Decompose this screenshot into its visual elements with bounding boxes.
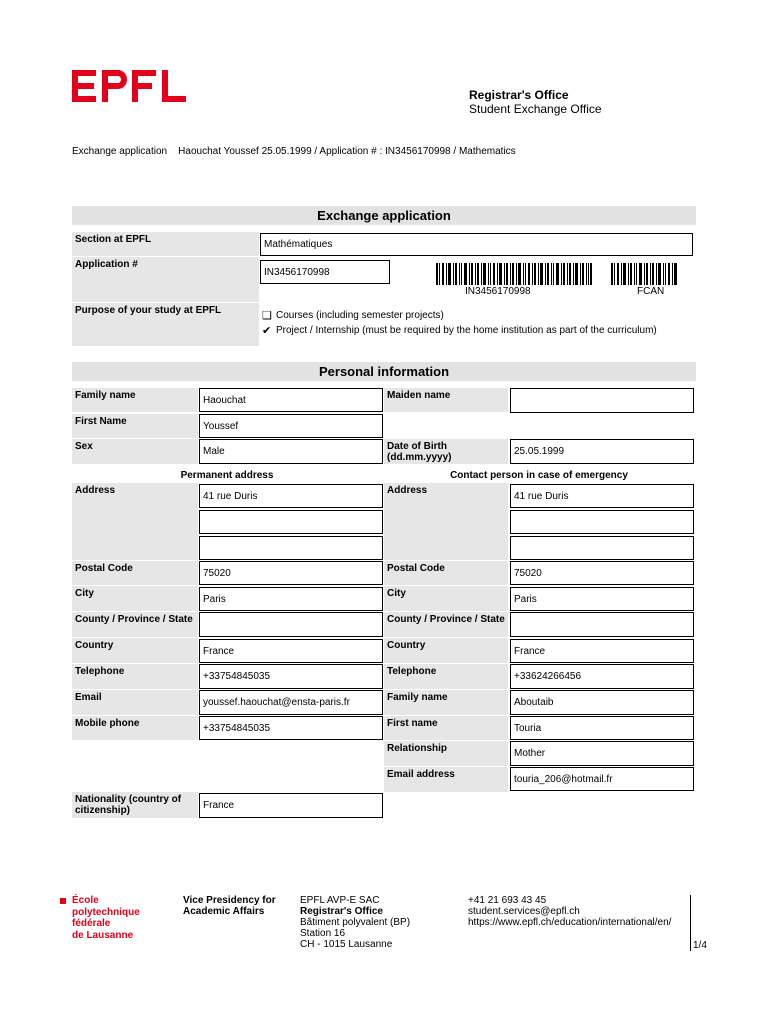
perm-telephone-label: Telephone <box>72 664 198 689</box>
emerg-telephone-field[interactable]: +33624266456 <box>510 664 694 689</box>
perm-mobile-field[interactable]: +33754845035 <box>199 716 383 740</box>
barcode-application <box>436 263 592 285</box>
perm-city-label: City <box>72 586 198 611</box>
perm-telephone-field[interactable]: +33754845035 <box>199 664 383 689</box>
purpose-option-label: Courses (including semester projects) <box>276 310 444 321</box>
footer-postal-address: EPFL AVP-E SAC Registrar's Office Bâtiment polyvalent (BP) Station 16 CH - 1015 Lausanne <box>300 895 411 950</box>
purpose-option-courses[interactable] <box>262 309 444 322</box>
emerg-relationship-field[interactable]: Mother <box>510 741 694 766</box>
family-name-label: Family name <box>72 388 198 412</box>
section-field[interactable]: Mathématiques <box>260 233 693 256</box>
maiden-name-label: Maiden name <box>384 388 508 412</box>
footer-divider <box>690 895 691 951</box>
emerg-telephone-label: Telephone <box>384 664 508 689</box>
page-number: 1/4 <box>693 940 707 951</box>
perm-city-field[interactable]: Paris <box>199 587 383 611</box>
application-number-field[interactable]: IN3456170998 <box>260 260 390 284</box>
nationality-label: Nationality (country of citizenship) <box>72 792 198 818</box>
perm-address-line-2[interactable] <box>199 510 383 534</box>
perm-country-field[interactable]: France <box>199 639 383 663</box>
perm-email-field[interactable]: youssef.haouchat@ensta-paris.fr <box>199 690 383 715</box>
purpose-label: Purpose of your study at EPFL <box>72 303 259 346</box>
footer-contact <box>468 895 671 928</box>
footer-email-link[interactable]: student.services@epfl.ch <box>468 906 580 917</box>
emerg-address-line-2[interactable] <box>510 510 694 534</box>
perm-address-label: Address <box>72 483 198 560</box>
purpose-option-project[interactable] <box>262 324 657 337</box>
barcode-fcan <box>611 263 677 285</box>
footer-phone: +41 21 693 43 45 <box>468 895 547 906</box>
permanent-address-heading: Permanent address <box>180 470 274 481</box>
emerg-first-label: First name <box>384 716 508 740</box>
emerg-county-field[interactable] <box>510 612 694 637</box>
emerg-postal-field[interactable]: 75020 <box>510 561 694 585</box>
emerg-county-label: County / Province / State <box>384 612 508 637</box>
checkbox-empty-icon[interactable]: ❑ <box>262 310 272 322</box>
footer-vice-presidency: Vice Presidency for Academic Affairs <box>183 895 276 917</box>
emerg-family-field[interactable]: Aboutaib <box>510 690 694 715</box>
dob-field[interactable]: 25.05.1999 <box>510 439 694 464</box>
perm-county-field[interactable] <box>199 612 383 637</box>
personal-section-title: Personal information <box>72 362 696 381</box>
first-name-label: First Name <box>72 414 198 438</box>
emerg-city-label: City <box>384 586 508 611</box>
emerg-address-label: Address <box>384 483 508 560</box>
emergency-contact-heading: Contact person in case of emergency <box>450 470 628 481</box>
perm-mobile-label: Mobile phone <box>72 716 198 740</box>
application-number-label: Application # <box>72 257 259 302</box>
section-label: Section at EPFL <box>72 232 259 256</box>
barcode-application-text: IN3456170998 <box>465 286 531 297</box>
emerg-family-label: Family name <box>384 690 508 715</box>
sex-label: Sex <box>72 439 198 464</box>
perm-county-label: County / Province / State <box>72 612 198 637</box>
sex-field[interactable]: Male <box>199 439 383 464</box>
office-subtitle: Student Exchange Office <box>469 102 602 116</box>
perm-country-label: Country <box>72 638 198 663</box>
nationality-field[interactable]: France <box>199 793 383 818</box>
emerg-first-field[interactable]: Touria <box>510 716 694 740</box>
emerg-postal-label: Postal Code <box>384 561 508 585</box>
barcode-fcan-text: FCAN <box>637 286 665 297</box>
purpose-option-label: Project / Internship (must be required by the home institution as part of the curriculum) <box>276 325 657 336</box>
footer-red-square-icon <box>60 898 66 904</box>
emerg-country-label: Country <box>384 638 508 663</box>
first-name-field[interactable]: Youssef <box>199 414 383 438</box>
emerg-city-field[interactable]: Paris <box>510 587 694 611</box>
emerg-relationship-label: Relationship <box>384 741 508 766</box>
perm-postal-field[interactable]: 75020 <box>199 561 383 585</box>
perm-address-line-3[interactable] <box>199 536 383 560</box>
emerg-email-label: Email address <box>384 767 508 792</box>
epfl-logo <box>72 70 187 102</box>
perm-address-line-1[interactable]: 41 rue Duris <box>199 484 383 508</box>
checkmark-icon[interactable]: ✔ <box>262 325 272 337</box>
emerg-address-line-3[interactable] <box>510 536 694 560</box>
maiden-name-field[interactable] <box>510 388 694 413</box>
dob-label: Date of Birth (dd.mm.yyyy) <box>384 439 508 464</box>
office-title: Registrar's Office <box>469 88 569 102</box>
application-summary: Exchange application Haouchat Youssef 25.05.1999 / Application # : IN3456170998 / Mathematics <box>72 146 516 157</box>
emerg-country-field[interactable]: France <box>510 639 694 663</box>
exchange-section-title: Exchange application <box>72 206 696 225</box>
footer-school-name: École polytechnique fédérale de Lausanne <box>72 895 140 941</box>
emerg-email-field[interactable]: touria_206@hotmail.fr <box>510 767 694 791</box>
emerg-address-line-1[interactable]: 41 rue Duris <box>510 484 694 508</box>
footer-website-link[interactable]: https://www.epfl.ch/education/international/en/ <box>468 917 672 928</box>
perm-postal-label: Postal Code <box>72 561 198 585</box>
family-name-field[interactable]: Haouchat <box>199 388 383 412</box>
perm-email-label: Email <box>72 690 198 715</box>
